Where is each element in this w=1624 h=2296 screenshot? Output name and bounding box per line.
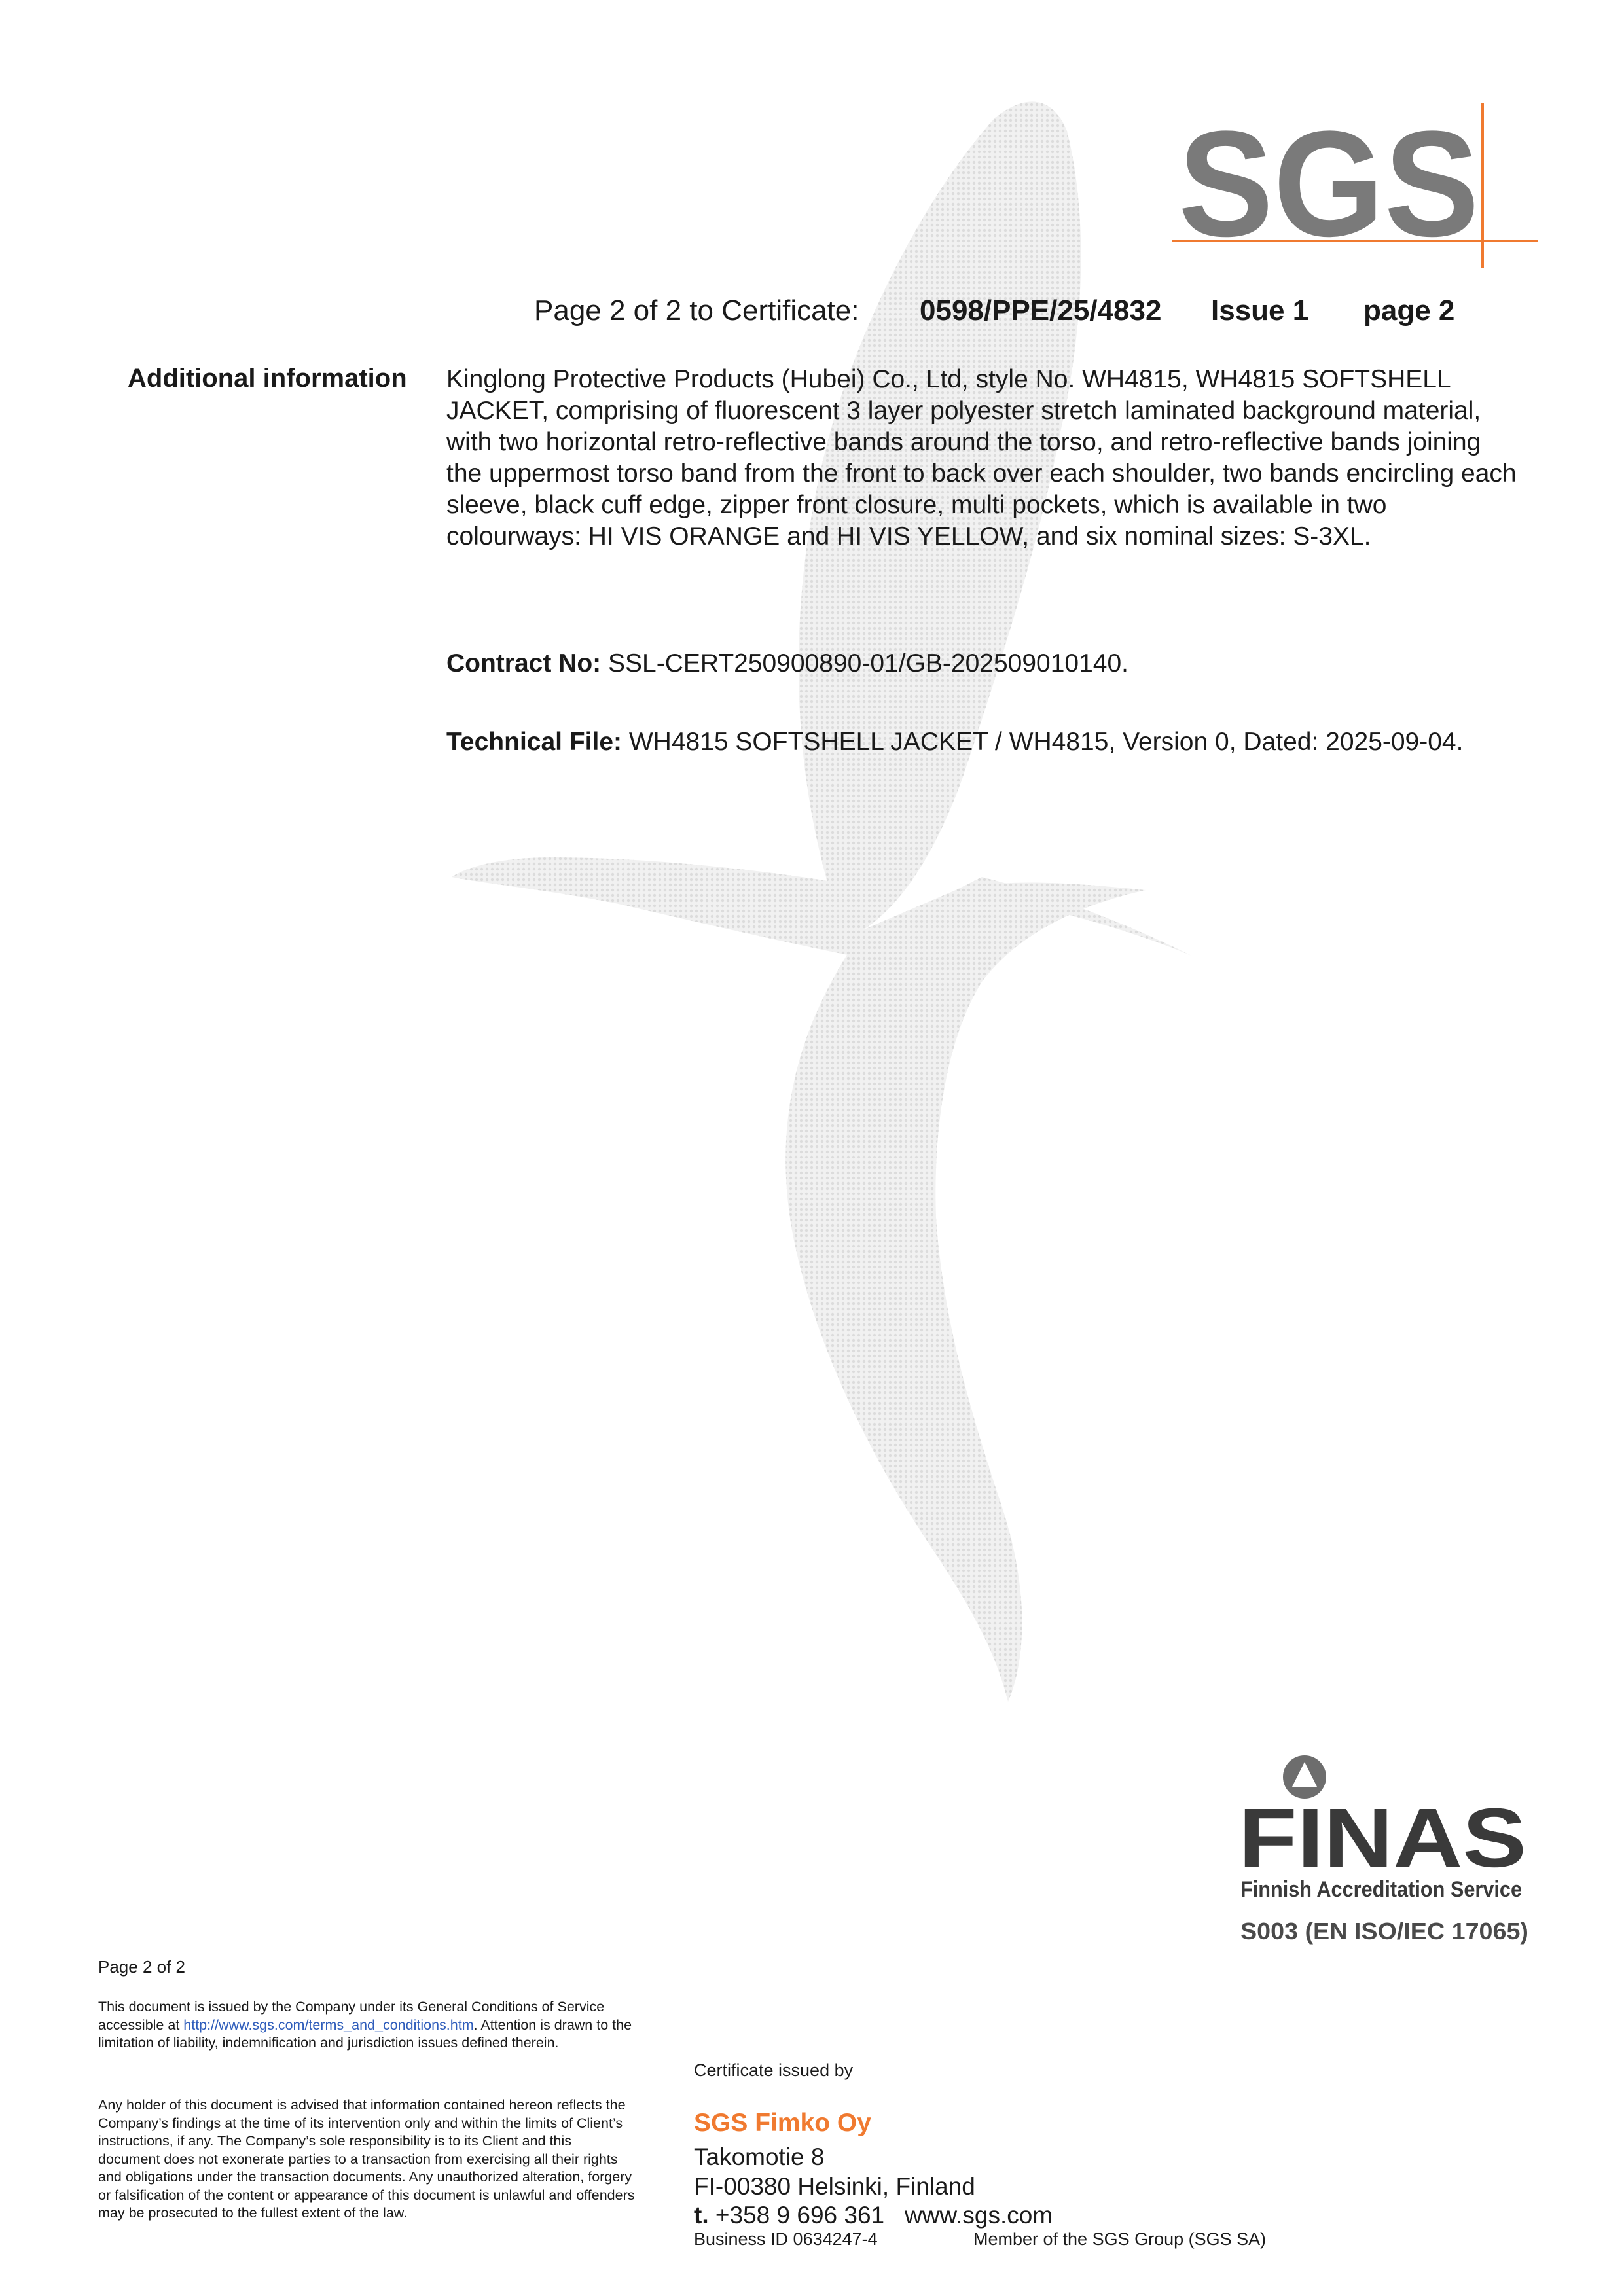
finas-name: FINAS (1238, 1791, 1526, 1885)
phone-number: +358 9 696 361 (708, 2202, 885, 2229)
certificate-header (0, 295, 1624, 334)
additional-info-text: Kinglong Protective Products (Hubei) Co., Ltd, style No. WH4815, WH4815 SOFTSHELL JACKET, comprising of fluorescent 3 layer polyester stretch laminated background material, with two horizontal retro-reflective bands around the torso, and retro-reflective bands joining the uppermost torso band from the front to back over each shoulder, two bands encircling each sleeve, black cuff edge, zipper front closure, multi pockets, which is available in two colourways: HI VIS ORANGE and HI VIS YELLOW, and six nominal sizes: S-3XL. (446, 365, 1517, 550)
certificate-number: 0598/PPE/25/4832 (920, 295, 1162, 327)
website: www.sgs.com (904, 2202, 1053, 2229)
contract-label: Contract No: (446, 649, 602, 677)
issuer-name: SGS Fimko Oy (694, 2109, 871, 2137)
contract-value: SSL-CERT250900890-01/GB-202509010140. (601, 649, 1129, 677)
footer-page-number: Page 2 of 2 (98, 1957, 185, 1977)
finas-accreditation-logo (1237, 1754, 1551, 1957)
page-of-label: Page 2 of 2 to Certificate: (534, 295, 859, 327)
technical-file-label: Technical File: (446, 728, 623, 756)
group-membership: Member of the SGS Group (SGS SA) (973, 2229, 1267, 2249)
finas-subtitle: Finnish Accreditation Service (1240, 1877, 1522, 1902)
phone-label: t. (694, 2202, 709, 2229)
contract-number (446, 648, 1520, 679)
technical-file (446, 726, 1520, 758)
terms-link[interactable]: http://www.sgs.com/terms_and_conditions.htm (183, 2017, 474, 2033)
additional-info-label: Additional information (128, 364, 407, 393)
finas-code: S003 (EN ISO/IEC 17065) (1240, 1918, 1528, 1945)
certificate-issued-by-label: Certificate issued by (694, 2060, 854, 2080)
technical-file-value: WH4815 SOFTSHELL JACKET / WH4815, Version 0, Dated: 2025-09-04. (622, 728, 1464, 756)
issuer-contact (694, 2202, 1053, 2229)
issuer-address-line-2: FI-00380 Helsinki, Finland (694, 2173, 975, 2200)
business-id: Business ID 0634247-4 (694, 2229, 878, 2249)
footer-disclaimer: Any holder of this document is advised that information contained hereon reflects the Company’s findings at the time of its intervention only and within the limits of Client’s instructions, if any. The Company’s sole responsibility is to its Client and this document does not exonerate parties to a transaction from exercising all their rights and obligations under the transaction documents. Any unauthorized alteration, forgery or falsification of the content or appearance of this document is unlawful and offenders may be prosecuted to the fullest extent of the law. (98, 2097, 635, 2221)
legal-text-post: . Attention is drawn to the limitation of liability, indemnification and jurisdiction issues defined therein. (98, 2017, 632, 2051)
sgs-logo-text: SGS (1178, 99, 1479, 268)
page-number: page 2 (1363, 295, 1455, 327)
footer-legal-notice (98, 1998, 635, 2053)
issuer-address-line-1: Takomotie 8 (694, 2144, 825, 2170)
sgs-logo (1172, 98, 1538, 275)
issue-number: Issue 1 (1211, 295, 1309, 327)
legal-text-pre: This document is issued by the Company under its General Conditions of Service accessible at (98, 1999, 605, 2033)
